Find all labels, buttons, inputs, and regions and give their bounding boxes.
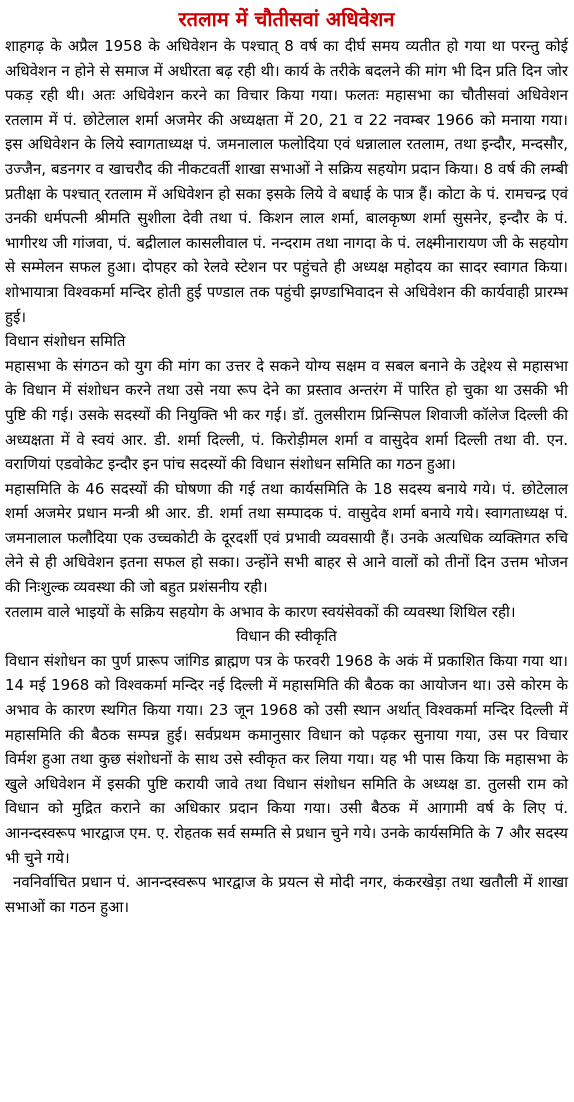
section-heading-constitution-approval: विधान की स्वीकृति (236, 627, 337, 646)
paragraph-volunteers: रतलाम वाले भाइयों के सक्रिय सहयोग के अभाव के कारण स्वयंसेवकों की व्यवस्था शिथिल रही। (5, 602, 516, 621)
paragraph-members: महासमिति के 46 सदस्यों की घोषणा की गई तथा कार्यसमिति के 18 सदस्य बनाये गये। पं. छोटेलाल शर्मा अजमेर प्रधान मन्त्री श्री आर. डी. शर्मा तथा सम्पादक पं. वासुदेव शर्मा बनाये गये। स्वागताध्यक्ष पं. जमनालाल फलौदिया एक उच्चकोटी के दूरदर्शी एवं प्रभावी व्यवसायी हैं। उनके अत्यधिक व्यक्तिगत रुचि लेने से ही अधिवेशन इतना सफल हो सका। उन्होंने सभी बाहर से आने वालों को तीनों दिन उत्तम भोजन की निःशुल्क व्यवस्था की जो बहुत प्रशंसनीय रही। (5, 479, 568, 597)
paragraph-intro: शाहगढ़ के अप्रैल 1958 के अधिवेशन के पश्चात् 8 वर्ष का दीर्घ समय व्यतीत हो गया था परन्तु कोई अधिवेशन न होने से समाज में अधीरता बढ़ रही थी। कार्य के तरीके बदलने की मांग भी दिन प्रति दिन जोर पकड़ रही थी। अतः अधिवेशन करने का विचार किया गया। फलतः महासभा का चौतीसवां अधिवेशन रतलाम में पं. छोटेलाल शर्मा अजमेर की अध्यक्षता में 20, 21 व 22 नवम्बर 1966 को मनाया गया। इस अधिवेशन के लिये स्वागताध्यक्ष पं. जमनालाल फलोदिया एवं धन्नालाल रतलाम, तथा इन्दौर, मन्दसौर, उज्जैन, बडनगर व खाचरौद की नीकटवर्ती शाखा सभाओं ने सक्रिय सहयोग प्रदान किया। 8 वर्ष की लम्बी प्रतीक्षा के पश्चात् रतलाम में अधिवेशन हो सका इसके लिये वे बधाई के पात्र हैं। कोटा के पं. रामचन्द्र एवं उनकी धर्मपत्नी श्रीमति सुशीला देवी तथा पं. किशन लाल शर्मा, बालकृष्ण शर्मा सुसनेर, इन्दौर के पं. भागीरथ जी गांजवा, पं. बद्रीलाल कासलीवाल पं. नन्दराम तथा नागदा के पं. लक्ष्मीनारायण जी के सहयोग से सम्मेलन सफल हुआ। दोपहर को रेलवे स्टेशन पर पहुंचते ही अध्यक्ष महोदय का सादर स्वागत किया। शोभायात्रा विश्वकर्मा मन्दिर होती हुई पण्डाल तक पहुंची झण्डाभिवादन से अधिवेशन की कार्यवाही प्रारम्भ हुई। (5, 37, 568, 326)
paragraph-committee: महासभा के संगठन को युग की मांग का उत्तर दे सकने योग्य सक्षम व सबल बनाने के उद्देश्य से महासभा के विधान में संशोधन करने तथा उसे नया रूप देने का प्रस्ताव अन्तरंग में पारित हो चुका था उसकी भी पुष्टि की गई। उसके सदस्यों की नियुक्ति भी कर गई। डॉ. तुलसीराम प्रिन्सिपल शिवाजी कॉलेज दिल्ली की अध्यक्षता में वे स्वयं आर. डी. शर्मा दिल्ली, पं. किरोड़ीमल शर्मा व वासुदेव शर्मा दिल्ली तथा वी. एन. वराणियां एडवोकेट इन्दौर इन पांच सदस्यों की विधान संशोधन समिति का गठन हुआ। (5, 356, 568, 474)
page-title: रतलाम में चौतीसवां अधिवेशन (178, 7, 395, 31)
paragraph-approval: विधान संशोधन का पुर्ण प्रारूप जांगिड ब्राह्मण पत्र के फरवरी 1968 के अकं में प्रकाशित किया गया था। 14 मई 1968 को विश्वकर्मा मन्दिर नई दिल्ली में महासमिति की बैठक का आयोजन था। उसे कोरम के अभाव के कारण स्थगित किया गया। 23 जून 1968 को उसी स्थान अर्थात् विश्वकर्मा मन्दिर दिल्ली में महासमिति की बैठक सम्पन्न हुई। सर्वप्रथम कमानुसार विधान को पढ़कर सुनाया गया, उस पर विचार विर्मश हुआ तथा कुछ संशोधनों के साथ उसे स्वीकृत कर लिया गया। यह भी पास किया कि महासभा के खुले अधिवेशन में इसकी पुष्टि करायी जावे तथा विधान संशोधन समिति के अध्यक्ष डा. तुलसी राम को विधान को मुद्रित कराने का अधिकार प्रदान किया गया। उसी बैठक में आगामी वर्ष के लिए पं. आनन्दस्वरूप भारद्वाज एम. ए. रोहतक सर्व सम्मति से प्रधान चुने गये। उनके कार्यसमिति के 7 और सदस्य भी चुने गये। (5, 651, 568, 867)
paragraph-branches: नवनिर्वाचित प्रधान पं. आनन्दस्वरूप भारद्वाज के प्रयत्न से मोदी नगर, कंकरखेड़ा तथा खतौली में शाखा सभाओं का गठन हुआ। (5, 873, 568, 916)
section-heading-constitution-committee: विधान संशोधन समिति (5, 332, 126, 351)
